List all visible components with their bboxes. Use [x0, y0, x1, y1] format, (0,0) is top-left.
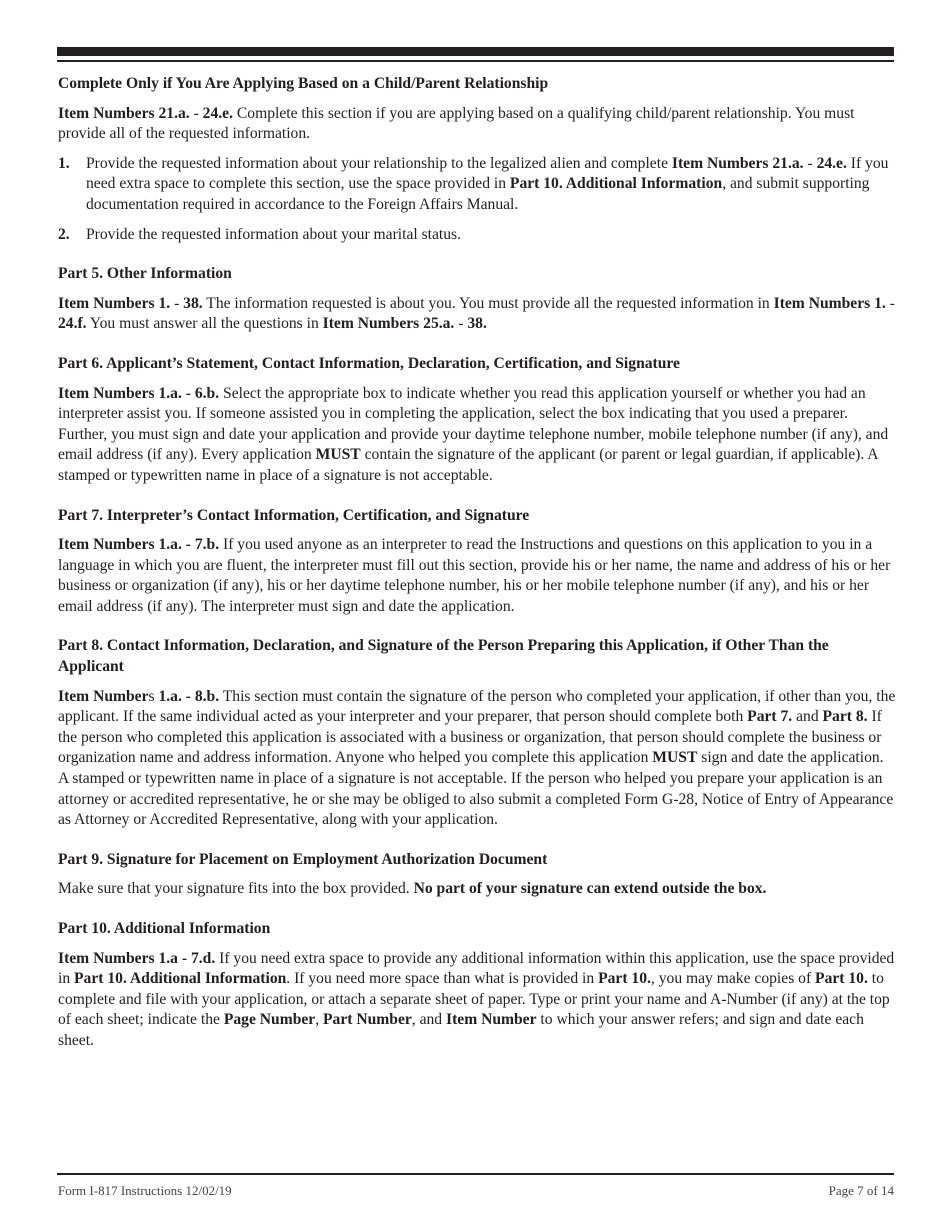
- text-run: If you used anyone as an interpreter to read the Instructions and questions on this application to you in a language in which you are fluent, the interpreter must fill out this section, provide his or her name, the name and address of his or her business or organization (if any), his or her daytime telephone number, his or her mobile telephone number (if any), and his or her email address (if any). The interpreter must sign and date the application.: [58, 536, 891, 615]
- footer-form-id: Form I-817 Instructions 12/02/19: [58, 1183, 232, 1198]
- section-heading: Complete Only if You Are Applying Based on a Child/Parent Relationship: [58, 75, 549, 92]
- bold-text: Part 10. Additional Information: [74, 970, 287, 988]
- text-run: , you may make copies of: [650, 970, 816, 988]
- text-run: contain the signature of the applicant (or parent or legal guardian, if applicable). A stamped or typewritten name in place of a signature is not acceptable.: [58, 446, 878, 484]
- section-heading: Part 5. Other Information: [58, 265, 232, 283]
- bold-text: Item Numbers 25.a.: [322, 315, 455, 333]
- text-run: -: [454, 315, 468, 333]
- text-run: and: [792, 708, 823, 726]
- text-run: -: [189, 104, 203, 122]
- bold-text: Page Number: [223, 1011, 316, 1029]
- paragraph: [58, 294, 896, 335]
- text-run: Provide the requested information about your relationship to the legalized alien and complete: [86, 154, 672, 172]
- list-item-number: 2.: [58, 225, 70, 243]
- list-item-text: [86, 225, 896, 246]
- bold-text: MUST: [315, 446, 361, 464]
- document-body: [58, 74, 896, 1071]
- text-run: -: [170, 294, 184, 312]
- paragraph: [58, 879, 896, 900]
- section-heading: Part 9. Signature for Placement on Employment Authorization Document: [58, 850, 548, 868]
- bold-text: Item Numbers 1.a. - 7.b.: [58, 536, 220, 554]
- section-heading: Part 6. Applicant’s Statement, Contact Information, Declaration, Certification, and Signature: [58, 354, 680, 372]
- text-run: s: [148, 687, 159, 705]
- list-item-text: [86, 154, 896, 216]
- list-item: [58, 154, 896, 216]
- bold-text: Item Number: [58, 687, 149, 705]
- list-item-number: 1.: [58, 154, 70, 172]
- footer-page-number: Page 7 of 14: [828, 1183, 894, 1198]
- bold-text: No part of your signature can extend outside the box.: [413, 880, 767, 898]
- section: [58, 919, 896, 1052]
- text-run: If you need extra space to provide any additional information within this application, use the space provided in: [58, 949, 895, 988]
- text-run: Select the appropriate box to indicate whether you read this application yourself or whether you had an interpreter assist you. If someone assisted you in completing the application, select the box indicating that you used a preparer. Further, you must sign and date your application and provide your daytime telephone number, mobile telephone number (if any), and email address (if any). Every application: [58, 384, 889, 464]
- bold-text: Part Number: [323, 1011, 412, 1029]
- bold-text: Item Numbers 21.a.: [58, 104, 190, 122]
- bold-text: Item Numbers 1.a - 7.d.: [58, 949, 216, 967]
- text-run: -: [885, 294, 895, 312]
- bold-text: 24.f.: [58, 315, 87, 333]
- text-run: Make sure that your signature fits into the box provided.: [58, 880, 414, 898]
- numbered-list: [58, 154, 896, 245]
- bold-text: 24.e.: [202, 104, 233, 122]
- bold-text: Part 7.: [747, 708, 793, 726]
- bold-text: Part 8.: [822, 708, 868, 726]
- text-run: to which your answer refers; and sign and date each sheet.: [58, 1011, 864, 1049]
- bold-text: Item Numbers 1.: [773, 294, 886, 312]
- section: [58, 636, 896, 830]
- paragraph: [58, 535, 896, 617]
- text-run: The information requested is about you. You must provide all the requested information in: [202, 294, 774, 312]
- paragraph: [58, 949, 896, 1052]
- footer-rule: [57, 1173, 894, 1175]
- paragraph: [58, 384, 896, 487]
- bold-text: Item Numbers 1.: [58, 294, 171, 312]
- bold-text: Item Numbers 1.a. - 6.b.: [58, 384, 220, 402]
- section-heading: Part 10. Additional Information: [58, 920, 271, 937]
- text-run: Complete this section if you are applying based on a qualifying child/parent relationship. You must provide all of the requested information.: [58, 104, 855, 143]
- text-run: sign and date the application. A stamped or typewritten name in place of a signature is not acceptable. If the person who helped you prepare your application is an attorney or accredited representative, he or she may be obliged to also submit a completed Form G-28, Notice of Entry of Appearance as Attorney or Accredited Representative, along with your application.: [58, 749, 894, 829]
- text-run: If the person who completed this application is associated with a business or organization, that person should complete the business or organization name and address information. Anyone who helped you complete this application: [58, 708, 882, 767]
- paragraph: [58, 104, 896, 145]
- text-run: , and: [411, 1011, 447, 1029]
- bold-text: MUST: [652, 749, 698, 767]
- text-run: to complete and file with your application, or attach a separate sheet of paper. Type or print your name and A-Number (if any) at the top of each sheet; indicate the: [58, 970, 890, 1029]
- bold-text: Item Numbers 21.a.: [671, 154, 804, 172]
- paragraph: [58, 687, 896, 831]
- bold-text: Part 10.: [598, 970, 651, 988]
- text-run: You must answer all the questions in: [86, 315, 323, 333]
- bold-text: 38.: [467, 315, 487, 333]
- text-run: If you need extra space to complete this section, use the space provided in: [86, 154, 889, 193]
- section-heading: Part 8. Contact Information, Declaration, and Signature of the Person Preparing this Application, if Other Than the Applicant: [58, 637, 829, 676]
- section: [58, 354, 896, 487]
- header-rule-thin: [57, 60, 894, 62]
- bold-text: 24.e.: [816, 154, 847, 172]
- text-run: . If you need more space than what is provided in: [286, 970, 599, 988]
- bold-text: Part 10. Additional Information: [509, 175, 723, 193]
- header-rule-thick: [57, 47, 894, 56]
- bold-text: Item Number: [446, 1011, 537, 1029]
- text-run: ,: [315, 1011, 324, 1029]
- bold-text: 38.: [183, 294, 203, 312]
- text-run: , and submit supporting documentation required in accordance to the Foreign Affairs Manual.: [86, 175, 870, 213]
- text-run: -: [803, 154, 817, 172]
- text-run: Provide the requested information about your marital status.: [86, 225, 462, 243]
- text-run: This section must contain the signature of the person who completed your application, if other than you, the applicant. If the same individual acted as your interpreter and your preparer, that person should complete both: [58, 687, 896, 726]
- section: [58, 74, 896, 245]
- section: [58, 506, 896, 618]
- list-item: [58, 225, 896, 246]
- section: [58, 264, 896, 335]
- bold-text: 1.a. - 8.b.: [158, 687, 220, 705]
- bold-text: Part 10.: [815, 970, 868, 988]
- section: [58, 850, 896, 900]
- section-heading: Part 7. Interpreter’s Contact Information, Certification, and Signature: [58, 506, 530, 524]
